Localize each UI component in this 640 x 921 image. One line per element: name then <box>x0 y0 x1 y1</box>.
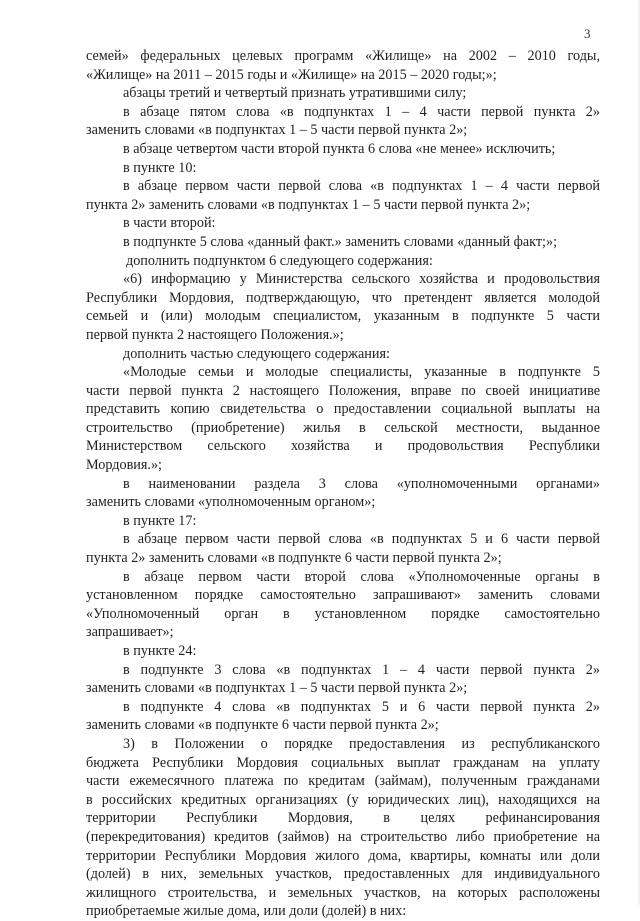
text-line: в пункте 24: <box>123 643 197 659</box>
text-line: строительство (приобретение) жилья в сельской местности, выданное <box>86 419 600 436</box>
document-body <box>86 47 600 921</box>
text-line: семей» федеральных целевых программ «Жилище» на 2002 – 2010 годы, <box>86 48 600 64</box>
text-line: бюджета Республики Мордовия социальных выплат гражданам на уплату <box>86 754 600 771</box>
text-line: запрашивает»; <box>86 624 174 641</box>
text-line: в наименовании раздела 3 слова «уполномоченными органами» <box>123 475 600 492</box>
text-line: представить копию свидетельства о предоставлении социальной выплаты на <box>86 401 600 418</box>
text-line: абзацы третий и четвертый признать утратившими силу; <box>123 85 467 102</box>
text-line: пункта 2» заменить словами «в подпункте 6 части первой пункта 2»; <box>86 550 502 567</box>
text-line: дополнить частью следующего содержания: <box>123 345 390 362</box>
text-line: жилищного строительства, и земельных участков, на которых расположены <box>86 884 600 901</box>
text-line: в части второй: <box>123 215 216 232</box>
text-line: в абзаце четвертом части второй пункта 6 слова «не менее» исключить; <box>123 140 556 157</box>
text-line: территории Республики Мордовия жилого дома, квартиры, комнаты или доли <box>86 847 600 864</box>
text-line: заменить словами «в подпунктах 1 – 5 части первой пункта 2»; <box>86 680 468 697</box>
text-line: Мордовия.»; <box>86 457 162 474</box>
text-line: в пункте 10: <box>123 159 197 176</box>
text-line: в пункте 17: <box>123 512 197 529</box>
text-line: в подпункте 5 слова «данный факт.» заменить словами «данный факт;»; <box>123 233 558 250</box>
text-line: заменить словами «уполномоченным органом»; <box>86 494 376 511</box>
text-line: в подпункте 4 слова «в подпунктах 5 и 6 части первой пункта 2» <box>123 698 600 715</box>
text-line: территории Республики Мордовия, в целях рефинансирования <box>86 810 600 827</box>
text-line: Республики Мордовия, подтверждающую, что претендент является молодой <box>86 289 600 306</box>
text-line: в абзаце пятом слова «в подпунктах 1 – 4 части первой пункта 2» <box>123 103 600 120</box>
text-line: заменить словами «в подпунктах 1 – 5 части первой пункта 2»; <box>86 122 468 139</box>
text-line: пункта 2» заменить словами «в подпунктах 1 – 5 части первой пункта 2»; <box>86 196 531 213</box>
text-line: в абзаце первом части второй слова «Уполномоченные органы в <box>123 568 600 585</box>
text-line: первой пункта 2 настоящего Положения.»; <box>86 326 344 343</box>
text-line: «6) информацию у Министерства сельского хозяйства и продовольствия <box>123 271 600 288</box>
text-line: 3) в Положении о порядке предоставления из республиканского <box>123 735 600 752</box>
text-line: Министерством сельского хозяйства и продовольствия Республики <box>86 438 600 455</box>
text-line: «Молодые семьи и молодые специалисты, указанные в подпункте 5 <box>123 364 600 381</box>
text-line: в российских кредитных организациях (у юридических лиц), находящихся на <box>86 791 600 808</box>
text-line: в абзаце первом части первой слова «в подпунктах 1 – 4 части первой <box>123 178 600 195</box>
text-line: (перекредитования) кредитов (займов) на строительство либо приобретение на <box>86 828 600 845</box>
text-line: семьей и (или) молодым специалистом, указанным в подпункте 5 части <box>86 308 600 325</box>
text-line: приобретаемые жилые дома, или доли (долей) в них: <box>86 903 407 920</box>
page-number: 3 <box>584 26 591 41</box>
text-line: в абзаце первом части первой слова «в подпунктах 5 и 6 части первой <box>123 531 600 548</box>
text-line: в подпункте 3 слова «в подпунктах 1 – 4 части первой пункта 2» <box>123 661 600 678</box>
text-line: дополнить подпунктом 6 следующего содержания: <box>126 252 433 269</box>
text-line: «Жилище» на 2011 – 2015 годы и «Жилище» на 2015 – 2020 годы;»; <box>86 66 497 83</box>
text-line: установленном порядке самостоятельно запрашивают» заменить словами <box>86 587 600 604</box>
text-line: части ежемесячного платежа по кредитам (займам), полученным гражданами <box>86 773 600 790</box>
text-line: «Уполномоченный орган в установленном порядке самостоятельно <box>86 605 600 622</box>
text-line: (долей) в них, земельных участков, предоставленных для индивидуального <box>86 866 600 883</box>
text-line: части первой пункта 2 настоящего Положения, вправе по своей инициативе <box>86 382 600 399</box>
text-line: заменить словами «в подпункте 6 части первой пункта 2»; <box>86 717 439 734</box>
